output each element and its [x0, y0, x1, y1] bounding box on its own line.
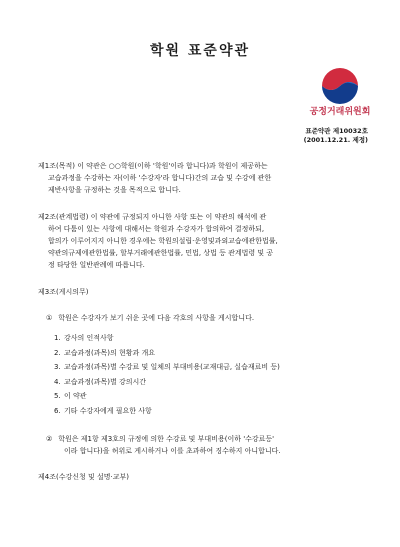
- article-3-item-2: [38, 433, 364, 457]
- article-2-line: 하여 다툼이 있는 사항에 대해서는 학원과 수강자가 합의하여 결정하되,: [48, 225, 265, 233]
- article-2-line: 제2조(관계법령) 이 약관에 규정되지 아니한 사항 또는 이 약관의 해석에 관: [38, 213, 267, 221]
- item-text: 학원은 제1항 제3호의 규정에 의한 수강료 및 부대비용(이하 '수강료등': [58, 435, 275, 443]
- agency-name: 공정거래위원회: [309, 107, 371, 117]
- list-item: 4. 교습과정(과목)별 강의시간: [54, 377, 147, 386]
- article-1-line: 제1조(목적) 이 약관은 ○○학원(이하 '학원'이라 합니다)과 학원이 제공하는: [38, 162, 268, 170]
- list-item: 6. 기타 수강자에게 필요한 사항: [54, 406, 152, 415]
- article-4-heading: 제4조(수강신청 및 설명·교부): [38, 473, 129, 481]
- article-2-line: 약관의규제에관한법률, 할부거래에관한법률, 민법, 상법 등 관계법령 및 공: [48, 249, 274, 257]
- article-1: [38, 160, 364, 196]
- item-marker: ②: [46, 435, 53, 443]
- item-text: 학원은 수강자가 보기 쉬운 곳에 다음 각호의 사항을 게시합니다.: [58, 314, 255, 322]
- government-emblem-icon: [318, 64, 362, 108]
- list-item: 3. 교습과정(과목)별 수강료 및 일체의 부대비용(교재대금, 실습재료비 등): [54, 363, 280, 371]
- document-body: [38, 160, 364, 497]
- page-title: 학원 표준약관: [149, 43, 251, 59]
- document-code-date: (2001.12.21. 제정): [303, 136, 368, 144]
- document-code: [304, 127, 368, 145]
- article-1-line: 교습과정을 수강하는 자(이하 '수강자'라 합니다)간의 교습 및 수강에 관한: [48, 174, 272, 182]
- item-text-continued: 이라 합니다)을 허위로 게시하거나 이를 초과하여 징수하지 아니합니다.: [64, 447, 281, 455]
- article-2-line: 합의가 이루어지지 아니한 경우에는 학원의설립·운영및과외교습에관한법률,: [48, 237, 278, 245]
- article-2-line: 정 타당한 일반관례에 따릅니다.: [48, 261, 145, 269]
- article-2: [38, 211, 364, 271]
- item-marker: ①: [46, 314, 53, 322]
- article-1-line: 제반사항을 규정하는 것을 목적으로 합니다.: [48, 186, 181, 194]
- list-item: 5. 이 약관: [54, 392, 87, 400]
- list-item: 1. 강사의 인적사항: [54, 334, 114, 342]
- document-code-number: 표준약관 제10032호: [305, 127, 368, 135]
- article-3-heading: 제3조(게시의무): [38, 288, 89, 296]
- article-3-item-1: [38, 312, 364, 324]
- list-item: 2. 교습과정(과목)의 현황과 개요: [54, 348, 156, 357]
- article-3-list: [54, 332, 364, 419]
